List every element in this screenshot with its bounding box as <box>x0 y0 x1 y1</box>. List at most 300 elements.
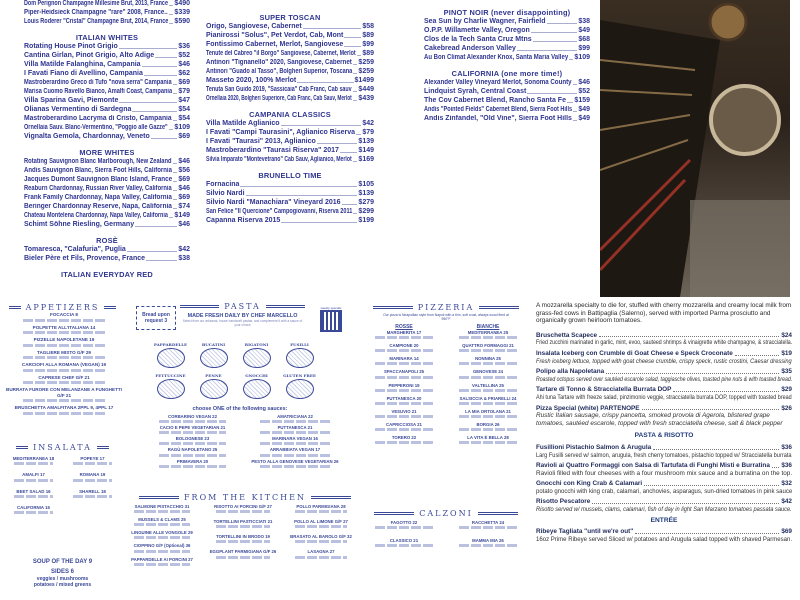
pasta-shape <box>236 342 277 368</box>
menu-item-description <box>134 510 190 513</box>
sides-item: veggies / mushrooms <box>36 576 89 583</box>
menu-item <box>6 505 61 515</box>
menu-item-name: MEDITERRANEA 25 <box>467 330 509 335</box>
kitchen-col-1 <box>122 504 202 570</box>
wine-name: Chateau Montelena Chardonnay, Napa Valley, California <box>24 212 168 219</box>
sides-item: potatoes / mixed greens <box>33 582 92 589</box>
menu-item <box>145 459 240 468</box>
menu-item <box>122 557 202 566</box>
menu-item-name: LINGUINE ALLE VONGOLE 29 <box>131 530 193 536</box>
wine-item <box>206 95 374 103</box>
menu-item <box>362 422 446 431</box>
menu-item-description <box>159 465 226 468</box>
menu-item-description <box>375 376 434 379</box>
menu-item-description <box>23 344 106 347</box>
leader-dots <box>155 57 177 58</box>
menu-item-name: BURRATA FURORE CON MELANZANE A FUNGHETTI G/F 21 <box>6 387 122 398</box>
wine-price: $69 <box>178 79 190 86</box>
menu-item <box>5 337 123 347</box>
menu-item <box>122 504 202 513</box>
menu-item <box>284 504 358 513</box>
leader-dots <box>119 48 178 49</box>
wine-item <box>424 97 590 105</box>
menu-item-name: BRASATO AL BAROLO G/F 32 <box>290 534 352 540</box>
menu-item-name: MUSSELS & CLAMS 25 <box>138 517 186 523</box>
menu-item <box>245 459 345 468</box>
wine-price: $99 <box>362 41 374 48</box>
menu-item-description: Risotto served w/ mussels, clams, calamari, fish of day in light San Marzano tomatoes passata sauce. <box>536 506 792 514</box>
wine-name: The Cov Cabernet Blend, Rancho Santa Fe <box>424 97 566 104</box>
menu-item-name: Fusillioni Pistachio Salmon & Arugula <box>536 443 652 451</box>
menu-item-description <box>73 495 112 498</box>
wine-price: $46 <box>178 185 190 192</box>
menu-item <box>122 543 202 552</box>
wine-price: $105 <box>358 181 374 188</box>
menu-item-description <box>159 442 226 445</box>
menu-item-name: CORBARINO VEGAN 22 <box>168 414 217 419</box>
menu-item-name: RACCHETTA 24 <box>471 520 505 525</box>
wine-item <box>206 68 374 76</box>
leader-dots <box>281 125 362 126</box>
wine-price: $49 <box>578 106 590 113</box>
wine-price: $590 <box>174 18 190 25</box>
leader-dots <box>673 386 779 392</box>
wine-item <box>206 32 374 40</box>
menu-item-description <box>459 428 518 431</box>
menu-item-name: MEDITERRANEA 18 <box>12 456 55 461</box>
leader-dots <box>127 251 177 252</box>
menu-item-description: Fried zucchini marinated in garlic, mint, evoo, sauteed shrimps & vinaigrette white champagne, & stracciatella. <box>536 339 793 347</box>
leader-dots <box>240 186 357 187</box>
wine-price: $99 <box>578 45 590 52</box>
wine-price: $159 <box>574 97 590 104</box>
wine-item <box>24 176 190 184</box>
menu-item-name: PIZZELLE NAPOLETANE 19 <box>33 337 95 342</box>
leader-dots <box>635 528 779 534</box>
leader-dots <box>356 134 361 135</box>
menu-item-description <box>459 415 518 418</box>
leader-dots <box>281 222 357 223</box>
entree-list <box>536 528 792 543</box>
wine-price: $54 <box>178 115 190 122</box>
wine-name: Silvia Imparato "Montevetrano" Cab Sauv, Aglianico, Merlot <box>206 156 352 163</box>
menu-item <box>536 405 792 428</box>
menu-item-description <box>459 376 518 379</box>
menu-item-description <box>459 362 518 365</box>
menu-item-description <box>375 349 434 352</box>
leader-dots <box>344 46 361 47</box>
pizzeria-header <box>362 302 530 312</box>
wine-name: Andis Zinfandel, "Old Vine", Sierra Foot Hills <box>424 115 572 122</box>
wine-section-title: ROSÈ <box>96 236 118 245</box>
pasta-intro-text: Select from our artisanal, house handcraft pastas, and complement it with a sauce of your choice <box>182 319 303 328</box>
menu-item <box>536 368 792 383</box>
menu-item-name: PESTO ALLA GENOVESE VEGETARIAN 26 <box>251 458 339 464</box>
wine-price: $49 <box>578 115 590 122</box>
wine-item <box>206 23 374 31</box>
wine-name: Tenuta San Guido 2019, "Sassicaia" Cab Franc, Cab sauv <box>206 86 352 93</box>
wine-price: $109 <box>574 54 590 61</box>
menu-item <box>145 447 240 456</box>
menu-item-price: $69 <box>781 528 792 536</box>
menu-item <box>536 386 792 401</box>
menu-item <box>362 538 446 548</box>
menu-item <box>5 362 123 372</box>
appetizers-title: APPETIZERS <box>25 302 100 312</box>
wine-item <box>24 167 190 175</box>
menu-item-name: SALMONE PISTACCHIO 31 <box>134 504 190 509</box>
menu-item <box>245 436 345 445</box>
wine-name: Silvio Nardi <box>206 190 245 197</box>
bianche-title: BIANCHE <box>476 324 500 330</box>
menu-item-name: Ravioli ai Quattro Formaggi con Salsa di Tartufata di Funghi Misti e Burratina <box>536 462 770 470</box>
wine-price: $139 <box>358 138 374 145</box>
wine-price: $490 <box>174 0 190 7</box>
menu-item-description: Ravioli filled with four cheeses with a four mushroom mix sauce and a burratina on the top. <box>536 469 793 477</box>
wine-name: Ornellaia 2020, Bolgheri Superiore, Cab Franc, Cab Sauv, Merlot <box>206 95 352 102</box>
menu-item-name: SPACCANAPOLI 25 <box>383 369 425 375</box>
wine-price: $79 <box>362 129 374 136</box>
leader-dots <box>173 120 178 121</box>
pizzeria-intro: Our pizza is Neapolitan style from Napoli with a thin, soft crust, always wood fired at 950°F <box>383 313 509 321</box>
qr-label: weekly specials <box>320 306 342 310</box>
menu-item-price: $32 <box>781 480 792 488</box>
menu-item <box>204 519 282 528</box>
wine-item <box>424 18 590 26</box>
menu-item <box>204 549 282 558</box>
menu-item-description <box>134 550 190 553</box>
menu-item-description <box>73 479 112 482</box>
wine-name: O.P.P. Willamette Valley, Oregon <box>424 27 530 34</box>
menu-item <box>446 435 530 444</box>
menu-item-name: VALTELLINA 25 <box>472 382 504 388</box>
leader-dots <box>173 181 177 182</box>
wine-item <box>24 61 190 69</box>
menu-item <box>122 517 202 526</box>
wine-item <box>206 208 374 216</box>
leader-dots <box>517 50 577 51</box>
leader-dots <box>119 102 177 103</box>
menu-item-name: TORTELLINI PASTICCIATI 21 <box>213 519 273 525</box>
pasta-shape-icon <box>286 348 314 368</box>
menu-item-description <box>260 454 330 457</box>
menu-item <box>362 369 446 378</box>
wine-name: Vignalta Gemola, Chardonnay, Veneto <box>24 133 150 140</box>
wine-price: $279 <box>358 199 374 206</box>
wine-name: Andis Sauvignon Blanc, Sierra Foot Hills, California <box>24 167 172 174</box>
wine-price: $109 <box>174 124 190 131</box>
food-menu-panel <box>0 298 360 600</box>
wine-price: $69 <box>178 133 190 140</box>
menu-item-description: Fresh iceberg lettuce, topped with goat cheese crumble, crispy speck, rustic crostini, Caesar dressing <box>536 357 792 365</box>
leader-dots <box>344 37 361 38</box>
wine-price: $68 <box>578 36 590 43</box>
rosse-title: ROSSE <box>395 324 413 330</box>
leader-dots <box>173 163 178 164</box>
wine-name: Fontissimo Cabernet, Merlot, Sangiovese <box>206 41 344 48</box>
pasta-subtitle: MADE FRESH DAILY BY CHEF MARCELLO <box>187 313 298 319</box>
pasta-shapes <box>150 342 320 399</box>
appetizers-list <box>5 312 123 418</box>
menu-item <box>5 375 123 385</box>
wine-item <box>24 79 190 87</box>
leader-dots <box>547 23 578 24</box>
leader-dots <box>569 59 573 60</box>
wine-item <box>24 124 190 132</box>
wine-name: Andis "Pointed Fields" Cabernet Blend, Sierra Foot Hills <box>424 106 573 113</box>
menu-item-description <box>375 428 434 431</box>
pasta-shape-title: BUCATINI <box>201 342 226 347</box>
menu-item-description <box>159 454 226 457</box>
pasta-shape-icon <box>157 379 185 399</box>
menu-item-name: MARINARA VEGAN 16 <box>272 436 318 442</box>
leader-dots <box>173 208 177 209</box>
wine-item <box>424 27 590 35</box>
pasta-shape-title: GLUTEN FREE <box>283 373 316 378</box>
wine-price: $139 <box>358 190 374 197</box>
wine-price: $56 <box>178 167 190 174</box>
wine-price: $52 <box>578 88 590 95</box>
menu-item <box>362 409 446 418</box>
menu-item <box>536 350 792 365</box>
wine-name: Villa Matilde Aglianico <box>206 120 280 127</box>
wine-price: $169 <box>358 156 374 163</box>
wine-price: $149 <box>174 212 190 219</box>
menu-item-description <box>23 399 106 402</box>
menu-item-name: PUTTANESCA 21 <box>277 425 313 431</box>
leader-dots <box>173 199 177 200</box>
wine-item <box>206 120 374 128</box>
wine-name: I Favati Fiano di Avellino, Campania <box>24 70 143 77</box>
menu-item-description <box>23 356 106 359</box>
menu-item <box>446 369 530 378</box>
menu-item-price: $36 <box>781 443 792 451</box>
leader-dots <box>527 93 577 94</box>
wine-name: Cantina Girlan, Pinot Grigio, Alto Adige <box>24 52 155 59</box>
leader-dots <box>169 23 173 24</box>
menu-item-name: BORGIA 26 <box>476 422 500 428</box>
wine-section-title: ITALIAN WHITES <box>75 33 139 42</box>
menu-item-description <box>23 369 106 372</box>
menu-item <box>446 422 530 431</box>
menu-item <box>145 425 240 434</box>
menu-item-name: POLLO PARMIGIANA 28 <box>296 504 346 509</box>
leader-dots <box>169 129 174 130</box>
menu-item <box>5 325 123 335</box>
wine-item <box>24 97 190 105</box>
leader-dots <box>342 204 358 205</box>
kitchen-title: FROM THE KITCHEN <box>184 492 306 502</box>
wine-price: $89 <box>362 32 374 39</box>
menu-item-description <box>260 431 330 434</box>
menu-item-description <box>459 336 518 339</box>
menu-item-description <box>14 511 53 514</box>
menu-item <box>65 472 120 482</box>
menu-item-name: Pizza Special (white) PARTENOPE <box>536 404 640 412</box>
wine-name: Pianirossi "Solus", Pet Verdot, Cab, Mont <box>206 32 344 39</box>
leader-dots <box>144 75 177 76</box>
wine-price: $299 <box>358 208 374 215</box>
wine-price: $42 <box>362 120 374 127</box>
leader-dots <box>353 213 357 214</box>
menu-item <box>446 396 530 405</box>
menu-item-description <box>23 381 106 384</box>
wine-name: Origo, Sangiovese, Cabernet <box>206 23 302 30</box>
menu-item <box>245 425 345 434</box>
wine-price: $38 <box>578 18 590 25</box>
menu-item-description <box>375 336 434 339</box>
wine-name: Antinori "Guado al Tasso", Bolgheri Superior, Toscana <box>206 68 353 75</box>
kitchen-col-2 <box>204 504 282 565</box>
wine-item <box>24 9 190 17</box>
leader-dots <box>353 64 358 65</box>
wine-price: $38 <box>178 255 190 262</box>
menu-item-name: Risotto Pescatore <box>536 498 591 506</box>
menu-item-name: RAGÙ NAPOLETANO 25 <box>167 447 218 453</box>
menu-item <box>536 480 792 495</box>
wine-name: Alexander Valley Vineyard Merlot, Sonoma County <box>424 79 572 86</box>
wine-price: $49 <box>578 27 590 34</box>
menu-item <box>536 444 792 459</box>
leader-dots <box>173 84 178 85</box>
bianche-list <box>446 330 530 448</box>
pasta-risotto-title: PASTA & RISOTTO <box>634 432 694 440</box>
wine-price: $62 <box>178 70 190 77</box>
wine-price: $69 <box>178 176 190 183</box>
sauce-instruction: choose ONE of the following sauces: <box>192 406 288 412</box>
wine-price: $339 <box>174 9 190 16</box>
wine-name: Villa Matilde Falanghina, Campania <box>24 61 141 68</box>
wine-item <box>24 203 190 211</box>
leader-dots <box>169 217 174 218</box>
wine-name: Reaburn Chardonnay, Russian River Valley, California <box>24 185 172 192</box>
wine-price: $259 <box>358 68 374 75</box>
wine-list-right-column <box>424 9 590 124</box>
menu-item-price: $24 <box>781 331 792 339</box>
pasta-shape-icon <box>243 348 271 368</box>
menu-item-description <box>295 525 347 528</box>
wine-price: $1499 <box>354 77 374 84</box>
wine-item <box>206 147 374 155</box>
menu-item <box>362 435 446 444</box>
wine-price: $79 <box>178 88 190 95</box>
menu-item <box>284 534 358 543</box>
wine-section-title: CAMPANIA CLASSICS <box>249 110 331 119</box>
pasta-shape <box>150 342 191 368</box>
menu-item <box>5 405 123 415</box>
menu-item-description <box>134 523 190 526</box>
soup-of-day: SOUP OF THE DAY 9 <box>32 559 93 565</box>
leader-dots <box>132 111 177 112</box>
menu-item-name: CACIO E PEPE VEGETARIAN 21 <box>159 425 226 431</box>
menu-item-name: AMALFI 17 <box>22 472 45 478</box>
appetizers-header <box>5 302 120 312</box>
pasta-shape-icon <box>243 379 271 399</box>
menu-item-name: VESUVIO 21 <box>391 408 417 414</box>
leader-dots <box>317 143 358 144</box>
menu-item-name: LA MIA ORTOLANA 21 <box>465 408 511 414</box>
menu-item-description <box>23 319 106 322</box>
wine-section-title: PINOT NOIR (never disappointing) <box>443 8 571 17</box>
leader-dots <box>173 93 177 94</box>
wine-price: $74 <box>178 203 190 210</box>
wine-name: Ornellaia Sauv. Blanc-Vermentino, "Poggio alle Gazze" <box>24 124 168 131</box>
wine-name: Frank Family Chardonnay, Napa Valley, California <box>24 194 172 201</box>
calzoni-title: CALZONI <box>419 508 473 518</box>
wine-price: $69 <box>178 194 190 201</box>
wine-price: $149 <box>358 147 374 154</box>
menu-item <box>362 396 446 405</box>
menu-item-name: CALIFORNIA 15 <box>16 504 50 510</box>
wine-name: Rotating House Pinot Grigio <box>24 43 118 50</box>
leader-dots <box>151 138 178 139</box>
wine-item <box>24 43 190 51</box>
soup-sides <box>5 556 120 588</box>
menu-item <box>446 538 530 548</box>
wine-item <box>206 59 374 67</box>
menu-item <box>446 356 530 365</box>
leader-dots <box>592 498 779 504</box>
wine-item <box>24 115 190 123</box>
menu-item-description: Rustic Italian sausage, crispy pancetta, smoked provola di Agerola, blistered grape tomatoes, sautéed escarole, topped with fresh stracciatella cheese, salt & black pepper <box>536 412 783 427</box>
menu-item <box>362 343 446 352</box>
menu-item <box>284 519 358 528</box>
menu-item-description <box>216 540 271 543</box>
menu-item-description <box>375 441 434 444</box>
wine-item <box>206 50 374 58</box>
qr-code-icon[interactable] <box>320 310 342 332</box>
leader-dots <box>642 405 780 411</box>
wine-price: $449 <box>358 86 374 93</box>
wine-name: Mastroberardino Greco di Tufo "nova serra" Campania <box>24 79 172 86</box>
menu-item-name: Polipo alla Napoletana <box>536 368 605 376</box>
wine-price: $58 <box>362 23 374 30</box>
menu-item-name: LA VITA È BELLA 28 <box>467 435 509 441</box>
insalata-title: INSALATA <box>33 442 92 452</box>
wine-name: Tomaresca, "Calafuria", Puglia <box>24 246 126 253</box>
menu-item <box>122 530 202 539</box>
menu-item-name: CIOPPINO G/F (Optional) 36 <box>133 543 191 549</box>
leader-dots <box>357 55 362 56</box>
menu-item <box>446 330 530 339</box>
menu-item <box>446 520 530 530</box>
pizzeria-title: PIZZERIA <box>417 302 475 312</box>
wine-item <box>424 79 590 87</box>
qr-block <box>318 306 344 332</box>
wine-section-title: SUPER TOSCAN <box>259 13 321 22</box>
menu-item-name: ROMANA 19 <box>79 472 106 478</box>
menu-item <box>204 534 282 543</box>
wine-item <box>206 199 374 207</box>
wine-price: $54 <box>178 106 190 113</box>
wine-name: Fornacina <box>206 181 240 188</box>
menu-item <box>446 409 530 418</box>
menu-item-description <box>159 431 226 434</box>
menu-item-name: Insalata Iceberg con Crumble di Goat Cheese e Speck Croconate <box>536 349 733 357</box>
wine-item <box>206 217 374 225</box>
wine-name: Rotating Sauvignon Blanc Marlborough, New Zealand <box>24 158 172 165</box>
wine-price: $46 <box>178 61 190 68</box>
wine-item <box>24 212 190 220</box>
leader-dots <box>246 195 358 196</box>
wine-price: $46 <box>578 79 590 86</box>
specials-lead-description: A mozzarella specialty to die for, stuffed with cherry mozzarella and creamy local milk from grass-fed cows in Battipaglia (Salerno), served with imported Parma prosciutto and organically grown heirloom tomatoes. <box>536 302 792 325</box>
wine-item <box>206 86 374 94</box>
pasta-shape <box>193 342 234 368</box>
wine-item <box>424 54 590 62</box>
pasta-shape-icon <box>286 379 314 399</box>
leader-dots <box>173 190 178 191</box>
